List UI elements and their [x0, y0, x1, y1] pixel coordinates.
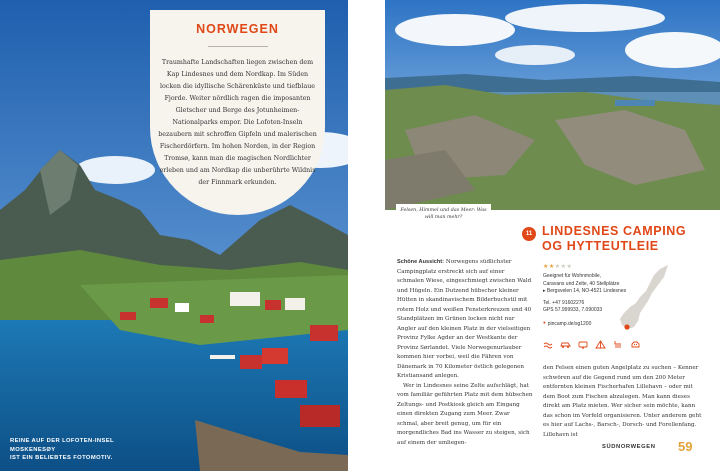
coast-photo-caption: Felsen, Himmel und das Meer: Was will man mehr? [396, 204, 491, 224]
lofoten-caption [10, 437, 150, 463]
body-paragraph-3: den Felsen einen guten Angelplatz zu suchen – Kenner schwören auf die Gegend rund um den 200 Meter entfernten kleinen Fischerhafen Lillehavn – oder mit dem Boot zum Fischen abzulegen. Man kann dieses direkt am Platz mieten. Wer sicher sein möchte, kann das schon im Vorfeld organisieren. Unter anderem geht es hier auf Lachs-, Barsch-, Dorsch- und Forellenfang. Lillehavn ist [543, 365, 702, 438]
location-marker [624, 324, 629, 329]
intro-panel [150, 10, 325, 215]
lofoten-caption-line2: IST EIN BELIEBTES FOTOMOTIV. [10, 455, 113, 462]
intro-text: Traumhafte Landschaften liegen zwischen dem Kap Lindesnes und dem Nordkap. Im Süden locken die idyllische Schärenküste und tiefblaue Fjorde. Weiter nördlich ragen die imposanten Gletscher und Berge des Jotunheimen-Nationalparks empor. Die Lofoten-Inseln bezaubern mit schroffen Gipfeln und malerischen Fischerdörfern. Im hohen Norden, in der Region Tromsø, kann man die magischen Nordlichter erleben und am Nordkap die unberührte Wildnis der Finnmark erkunden. [158, 59, 317, 186]
tent-icon [595, 336, 606, 345]
rating-stars [543, 263, 572, 270]
caravan-icon [578, 336, 589, 345]
campsite-title-line1: LINDESNES CAMPING [542, 224, 687, 238]
info-suitability-2: Caravans und Zelte, 40 Stellplätze [543, 280, 620, 287]
section-footer: SÜDNORWEGEN [602, 444, 656, 450]
rating-stars-empty: ★★★ [554, 264, 573, 270]
body-paragraph-1: Norwegens südlichster Campingplatz erstreckt sich auf einer schmalen Wiese, eingeschmiegt zwischen Wald und Hügeln. Ein Dutzend hübscher kleiner Hütten in skandinavischem Bilderbuchstil mit rotem Holz und weißen Fensterkreuzen und 40 Standplätzen im Grünen locken nicht nur Angler auf den kleinen Platz in der vielseitigen Provinz Fylke Agder an der Westkante der Provinz Sørlandet. Viele Norwegenurlauber kommen hier vorbei, weil die Fähren von Dänemark in 70 Kilometer östlich gelegenen Kristiansand anlegen. [397, 259, 532, 379]
campsite-title-line2: OG HYTTEUTLEIE [542, 239, 659, 253]
body-column-2 [543, 364, 703, 440]
car-icon [560, 336, 571, 345]
body-paragraph-2: Wer in Lindesnes seine Zelte aufschlägt, hat vom familiär geführten Platz mit dem hübschen Zeltungs- und Postkiosk gleich am Eingang einen direkten Zugang zum Meer. Zwar schmal, aber breit genug, um für ein morgendliches Bad ins Wasser zu steigen, sich auf einem der umliegen- [397, 382, 533, 446]
dog-icon [630, 336, 641, 345]
campsite-link[interactable]: ● pincamp.de/sg1200 [543, 319, 653, 329]
body-lead: Schöne Aussicht: [397, 259, 445, 265]
norway-locator-map [610, 263, 670, 340]
info-suitability-1: Geeignet für Wohnmobile, [543, 273, 601, 279]
info-address: ▸ Bergsvelen 14, NO-4521 Lindesnes [543, 288, 627, 295]
info-phone: Tel. +47 91602276 [543, 299, 585, 306]
site-number-badge: 11 [522, 227, 536, 241]
coast-photo [385, 0, 720, 210]
lofoten-caption-line1: REINE AUF DER LOFOTEN-INSEL MOSKENESØY [10, 438, 114, 453]
body-column-1 [397, 258, 533, 448]
page-number: 59 [678, 439, 693, 454]
waves-icon [543, 336, 554, 345]
campsite-title [542, 224, 712, 254]
rating-stars-filled: ★★ [543, 264, 555, 270]
amenity-icons [543, 336, 643, 354]
info-gps: GPS 57.999933, 7.090033 [543, 307, 603, 314]
shower-icon [613, 336, 624, 345]
intro-title: NORWEGEN [196, 22, 279, 36]
intro-divider [208, 46, 268, 47]
